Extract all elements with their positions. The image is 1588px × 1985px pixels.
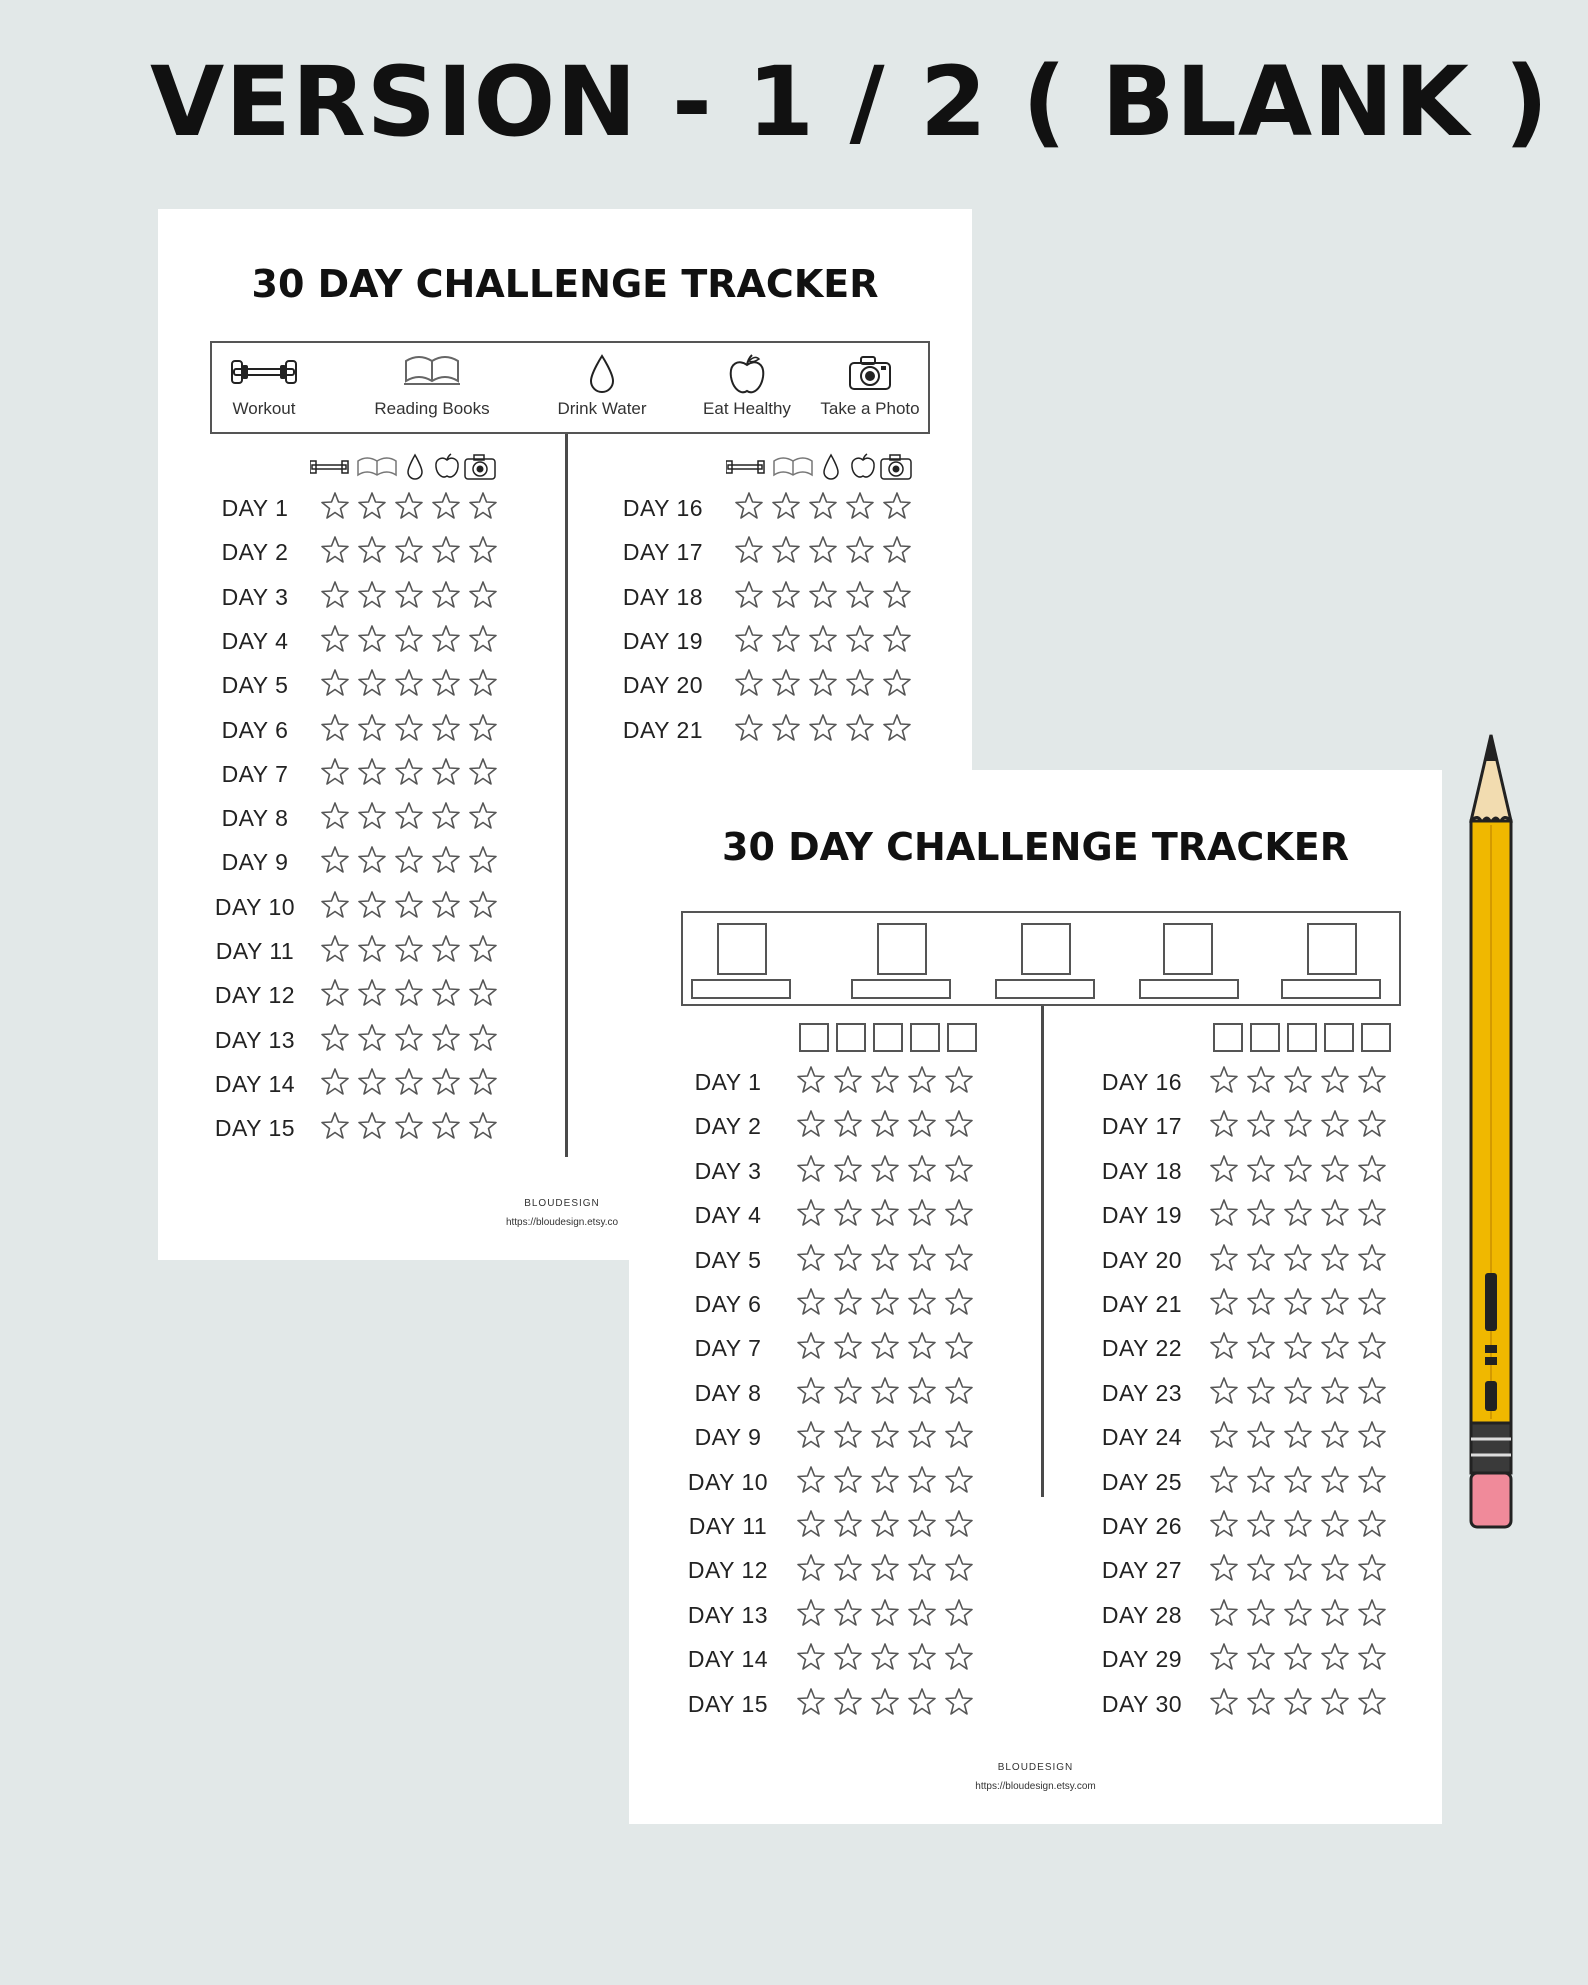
blank-habit-column-slot[interactable] xyxy=(1213,1023,1243,1052)
day-label: DAY 7 xyxy=(694,1335,762,1362)
star-checkbox[interactable] xyxy=(394,890,424,920)
day-row xyxy=(158,578,958,622)
star-checkbox[interactable] xyxy=(1357,1509,1387,1539)
open-book-icon xyxy=(402,353,462,389)
day-row xyxy=(629,1241,1429,1285)
star-checkbox[interactable] xyxy=(771,491,801,521)
day-label: DAY 26 xyxy=(1101,1513,1183,1539)
legend-reading-books: Reading Books xyxy=(352,343,512,432)
blank-habit-column-slot[interactable] xyxy=(799,1023,829,1052)
day-label: DAY 16 xyxy=(622,495,704,521)
star-checkbox[interactable] xyxy=(320,890,350,920)
star-checkbox[interactable] xyxy=(1283,1243,1313,1273)
legend-take-photo: Take a Photo xyxy=(812,343,928,432)
star-checkbox[interactable] xyxy=(845,668,875,698)
day-row xyxy=(158,533,958,577)
star-checkbox[interactable] xyxy=(431,978,461,1008)
blank-habit-column-slot[interactable] xyxy=(910,1023,940,1052)
blank-icon-slot-1[interactable] xyxy=(717,923,767,975)
day-label: DAY 19 xyxy=(1101,1202,1183,1229)
star-checkbox[interactable] xyxy=(431,801,461,831)
star-checkbox[interactable] xyxy=(357,890,387,920)
star-checkbox[interactable] xyxy=(431,890,461,920)
star-checkbox[interactable] xyxy=(468,1023,498,1053)
star-checkbox[interactable] xyxy=(1320,1243,1350,1273)
day-label: DAY 11 xyxy=(688,1513,768,1539)
blank-habit-column-slot[interactable] xyxy=(1361,1023,1391,1052)
day-label: DAY 28 xyxy=(1101,1601,1183,1628)
star-checkbox[interactable] xyxy=(734,491,764,521)
star-checkbox[interactable] xyxy=(882,580,912,610)
star-checkbox[interactable] xyxy=(1357,1154,1387,1184)
star-checkbox[interactable] xyxy=(734,535,764,565)
day-label: DAY 7 xyxy=(221,760,289,787)
headline: VERSION - 1 / 2 ( BLANK ) xyxy=(150,46,1550,158)
star-checkbox[interactable] xyxy=(1209,1198,1239,1228)
pencil-eraser xyxy=(1471,1473,1511,1527)
star-checkbox[interactable] xyxy=(394,934,424,964)
star-checkbox[interactable] xyxy=(882,535,912,565)
habit-icons-row xyxy=(310,449,500,483)
star-checkbox[interactable] xyxy=(1209,1687,1239,1717)
star-checkbox[interactable] xyxy=(1246,1065,1276,1095)
star-checkbox[interactable] xyxy=(734,580,764,610)
star-checkbox[interactable] xyxy=(394,1067,424,1097)
blank-habit-column-slot[interactable] xyxy=(1324,1023,1354,1052)
star-checkbox[interactable] xyxy=(1320,1331,1350,1361)
blank-habit-column-slot[interactable] xyxy=(836,1023,866,1052)
star-checkbox[interactable] xyxy=(882,713,912,743)
day-label: DAY 9 xyxy=(221,849,289,876)
star-checkbox[interactable] xyxy=(1283,1376,1313,1406)
star-checkbox[interactable] xyxy=(1320,1465,1350,1495)
day-label: DAY 4 xyxy=(694,1202,762,1229)
water-drop-icon xyxy=(587,353,617,395)
blank-icon-slot-4[interactable] xyxy=(1163,923,1213,975)
blank-habit-column-slot[interactable] xyxy=(1250,1023,1280,1052)
blank-habit-column-slot[interactable] xyxy=(1287,1023,1317,1052)
star-checkbox[interactable] xyxy=(357,845,387,875)
star-checkbox[interactable] xyxy=(1209,1598,1239,1628)
star-checkbox[interactable] xyxy=(1209,1065,1239,1095)
blank-label-slot-2[interactable] xyxy=(851,979,951,999)
star-checkbox[interactable] xyxy=(468,1111,498,1141)
day-label: DAY 5 xyxy=(221,672,289,699)
footer-url: https://bloudesign.etsy.com xyxy=(975,1781,1096,1792)
star-checkbox[interactable] xyxy=(394,978,424,1008)
star-checkbox[interactable] xyxy=(845,491,875,521)
star-checkbox[interactable] xyxy=(1283,1287,1313,1317)
star-checkbox[interactable] xyxy=(320,845,350,875)
apple-icon xyxy=(852,454,874,477)
star-checkbox[interactable] xyxy=(845,713,875,743)
star-checkbox[interactable] xyxy=(808,491,838,521)
dumbbell-icon xyxy=(228,353,300,393)
camera-icon xyxy=(881,455,911,479)
star-checkbox[interactable] xyxy=(1246,1465,1276,1495)
star-checkbox[interactable] xyxy=(882,624,912,654)
day-label: DAY 10 xyxy=(214,893,296,920)
star-checkbox[interactable] xyxy=(468,934,498,964)
day-row xyxy=(629,1551,1429,1595)
star-checkbox[interactable] xyxy=(357,1023,387,1053)
day-label: DAY 1 xyxy=(221,495,289,521)
day-label: DAY 18 xyxy=(622,583,704,610)
star-checkbox[interactable] xyxy=(771,580,801,610)
star-checkbox[interactable] xyxy=(1209,1376,1239,1406)
day-row xyxy=(629,1107,1429,1151)
blank-icon-slot-5[interactable] xyxy=(1307,923,1357,975)
star-checkbox[interactable] xyxy=(1283,1065,1313,1095)
star-checkbox[interactable] xyxy=(1283,1331,1313,1361)
day-label: DAY 13 xyxy=(214,1026,296,1053)
blank-icon-slot-3[interactable] xyxy=(1021,923,1071,975)
star-checkbox[interactable] xyxy=(808,580,838,610)
star-checkbox[interactable] xyxy=(357,1067,387,1097)
star-checkbox[interactable] xyxy=(468,1067,498,1097)
footer-url: https://bloudesign.etsy.co xyxy=(505,1217,619,1228)
star-checkbox[interactable] xyxy=(734,713,764,743)
day-label: DAY 20 xyxy=(622,672,704,699)
habit-legend xyxy=(210,341,930,434)
day-label: DAY 2 xyxy=(221,539,289,566)
day-row xyxy=(629,1329,1429,1373)
star-checkbox[interactable] xyxy=(1209,1109,1239,1139)
day-row xyxy=(629,1685,1429,1729)
water-drop-icon xyxy=(408,455,422,479)
day-label: DAY 5 xyxy=(694,1246,762,1273)
day-row xyxy=(629,1374,1429,1418)
star-checkbox[interactable] xyxy=(320,1111,350,1141)
star-checkbox[interactable] xyxy=(1357,1243,1387,1273)
day-label: DAY 12 xyxy=(687,1557,769,1584)
star-checkbox[interactable] xyxy=(1246,1509,1276,1539)
star-checkbox[interactable] xyxy=(431,1111,461,1141)
day-row xyxy=(629,1063,1429,1107)
day-label: DAY 2 xyxy=(694,1113,762,1140)
star-checkbox[interactable] xyxy=(1357,1198,1387,1228)
star-checkbox[interactable] xyxy=(468,890,498,920)
day-label: DAY 6 xyxy=(221,716,289,743)
day-label: DAY 15 xyxy=(214,1115,296,1142)
day-row xyxy=(629,1596,1429,1640)
star-checkbox[interactable] xyxy=(1246,1198,1276,1228)
star-checkbox[interactable] xyxy=(357,757,387,787)
day-label: DAY 17 xyxy=(622,539,704,566)
star-checkbox[interactable] xyxy=(1246,1553,1276,1583)
star-checkbox[interactable] xyxy=(1246,1598,1276,1628)
star-checkbox[interactable] xyxy=(882,491,912,521)
star-checkbox[interactable] xyxy=(1320,1642,1350,1672)
day-label: DAY 3 xyxy=(221,583,289,610)
star-checkbox[interactable] xyxy=(1320,1065,1350,1095)
star-checkbox[interactable] xyxy=(468,845,498,875)
day-label: DAY 30 xyxy=(1101,1690,1183,1717)
sheet-title: 30 DAY CHALLENGE TRACKER xyxy=(251,262,879,306)
star-checkbox[interactable] xyxy=(394,801,424,831)
star-checkbox[interactable] xyxy=(1209,1420,1239,1450)
habit-icons-row xyxy=(726,449,916,483)
pencil-brand-mark xyxy=(1485,1273,1497,1331)
blank-habit-column-slot[interactable] xyxy=(947,1023,977,1052)
day-row xyxy=(629,1285,1429,1329)
blank-label-slot-3[interactable] xyxy=(995,979,1095,999)
star-checkbox[interactable] xyxy=(1320,1109,1350,1139)
star-checkbox[interactable] xyxy=(1283,1598,1313,1628)
star-checkbox[interactable] xyxy=(1283,1109,1313,1139)
star-checkbox[interactable] xyxy=(1283,1154,1313,1184)
apple-icon xyxy=(436,454,458,477)
star-checkbox[interactable] xyxy=(1209,1465,1239,1495)
day-label: DAY 20 xyxy=(1101,1246,1183,1273)
day-label: DAY 8 xyxy=(694,1379,762,1406)
star-checkbox[interactable] xyxy=(1246,1420,1276,1450)
day-label: DAY 14 xyxy=(214,1070,296,1097)
star-checkbox[interactable] xyxy=(1320,1598,1350,1628)
star-checkbox[interactable] xyxy=(1357,1287,1387,1317)
star-checkbox[interactable] xyxy=(845,535,875,565)
star-checkbox[interactable] xyxy=(468,801,498,831)
star-checkbox[interactable] xyxy=(771,713,801,743)
star-checkbox[interactable] xyxy=(1320,1154,1350,1184)
column-icons-right xyxy=(726,449,916,487)
star-checkbox[interactable] xyxy=(771,535,801,565)
star-checkbox[interactable] xyxy=(1209,1642,1239,1672)
star-checkbox[interactable] xyxy=(882,668,912,698)
blank-habit-legend xyxy=(681,911,1401,1006)
day-label: DAY 24 xyxy=(1101,1424,1183,1451)
day-label: DAY 9 xyxy=(694,1424,762,1451)
legend-eat-healthy: Eat Healthy xyxy=(682,343,812,432)
star-checkbox[interactable] xyxy=(808,713,838,743)
star-checkbox[interactable] xyxy=(320,934,350,964)
footer-brand: BLOUDESIGN xyxy=(997,1762,1074,1773)
day-label: DAY 22 xyxy=(1101,1335,1183,1362)
day-label: DAY 15 xyxy=(687,1690,769,1717)
star-checkbox[interactable] xyxy=(1246,1109,1276,1139)
day-label: DAY 17 xyxy=(1101,1113,1183,1140)
star-checkbox[interactable] xyxy=(320,757,350,787)
star-checkbox[interactable] xyxy=(1283,1465,1313,1495)
star-checkbox[interactable] xyxy=(1246,1687,1276,1717)
star-checkbox[interactable] xyxy=(357,934,387,964)
star-checkbox[interactable] xyxy=(357,801,387,831)
legend-drink-water: Drink Water xyxy=(532,343,672,432)
apple-icon xyxy=(725,353,769,397)
star-checkbox[interactable] xyxy=(1209,1154,1239,1184)
day-label: DAY 27 xyxy=(1101,1557,1183,1584)
blank-label-slot-1[interactable] xyxy=(691,979,791,999)
star-checkbox[interactable] xyxy=(1357,1065,1387,1095)
star-checkbox[interactable] xyxy=(320,1067,350,1097)
star-checkbox[interactable] xyxy=(1320,1198,1350,1228)
day-row xyxy=(629,1152,1429,1196)
star-checkbox[interactable] xyxy=(468,978,498,1008)
day-label: DAY 23 xyxy=(1101,1379,1183,1406)
star-checkbox[interactable] xyxy=(1283,1420,1313,1450)
star-checkbox[interactable] xyxy=(1246,1331,1276,1361)
day-label: DAY 13 xyxy=(687,1601,769,1628)
star-checkbox[interactable] xyxy=(431,845,461,875)
star-checkbox[interactable] xyxy=(1320,1287,1350,1317)
star-checkbox[interactable] xyxy=(1357,1642,1387,1672)
day-label: DAY 29 xyxy=(1101,1646,1183,1673)
star-checkbox[interactable] xyxy=(1283,1509,1313,1539)
star-checkbox[interactable] xyxy=(357,1111,387,1141)
blank-label-slot-4[interactable] xyxy=(1139,979,1239,999)
open-book-icon xyxy=(774,458,812,475)
star-checkbox[interactable] xyxy=(1246,1376,1276,1406)
star-checkbox[interactable] xyxy=(1209,1287,1239,1317)
blank-label-slot-5[interactable] xyxy=(1281,979,1381,999)
sheet-title: 30 DAY CHALLENGE TRACKER xyxy=(722,825,1349,869)
star-checkbox[interactable] xyxy=(1209,1553,1239,1583)
star-checkbox[interactable] xyxy=(734,668,764,698)
star-checkbox[interactable] xyxy=(771,668,801,698)
star-checkbox[interactable] xyxy=(1357,1598,1387,1628)
star-checkbox[interactable] xyxy=(808,535,838,565)
star-checkbox[interactable] xyxy=(1357,1687,1387,1717)
star-checkbox[interactable] xyxy=(1320,1420,1350,1450)
day-row xyxy=(158,489,958,533)
star-checkbox[interactable] xyxy=(1246,1154,1276,1184)
day-label: DAY 1 xyxy=(694,1069,762,1095)
star-checkbox[interactable] xyxy=(1283,1553,1313,1583)
star-checkbox[interactable] xyxy=(734,624,764,654)
day-label: DAY 3 xyxy=(694,1157,762,1184)
day-row xyxy=(629,1640,1429,1684)
star-checkbox[interactable] xyxy=(1246,1642,1276,1672)
open-book-icon xyxy=(358,458,396,475)
day-row xyxy=(158,622,958,666)
star-checkbox[interactable] xyxy=(1357,1376,1387,1406)
star-checkbox[interactable] xyxy=(1209,1331,1239,1361)
day-row xyxy=(629,1507,1429,1551)
star-checkbox[interactable] xyxy=(320,801,350,831)
star-checkbox[interactable] xyxy=(1320,1376,1350,1406)
dumbbell-icon xyxy=(310,461,348,473)
star-checkbox[interactable] xyxy=(320,1023,350,1053)
tracker-sheet-blank xyxy=(629,770,1442,1824)
day-label: DAY 16 xyxy=(1101,1069,1183,1095)
star-checkbox[interactable] xyxy=(357,978,387,1008)
day-label: DAY 21 xyxy=(1101,1291,1183,1317)
star-checkbox[interactable] xyxy=(431,1023,461,1053)
star-checkbox[interactable] xyxy=(431,1067,461,1097)
blank-icon-slot-2[interactable] xyxy=(877,923,927,975)
day-label: DAY 19 xyxy=(622,627,704,654)
day-row xyxy=(629,1418,1429,1462)
blank-habit-column-slot[interactable] xyxy=(873,1023,903,1052)
star-checkbox[interactable] xyxy=(808,668,838,698)
star-checkbox[interactable] xyxy=(1283,1687,1313,1717)
star-checkbox[interactable] xyxy=(1209,1509,1239,1539)
camera-icon xyxy=(465,455,495,479)
day-row xyxy=(629,1463,1429,1507)
star-checkbox[interactable] xyxy=(394,845,424,875)
day-label: DAY 11 xyxy=(215,938,295,964)
day-label: DAY 8 xyxy=(221,805,289,832)
star-checkbox[interactable] xyxy=(1246,1243,1276,1273)
star-checkbox[interactable] xyxy=(1283,1642,1313,1672)
day-label: DAY 4 xyxy=(221,627,289,654)
day-label: DAY 10 xyxy=(687,1468,769,1495)
star-checkbox[interactable] xyxy=(320,978,350,1008)
legend-workout: Workout xyxy=(212,343,316,432)
star-checkbox[interactable] xyxy=(1320,1509,1350,1539)
star-checkbox[interactable] xyxy=(1357,1331,1387,1361)
day-label: DAY 12 xyxy=(214,982,296,1009)
camera-icon xyxy=(847,353,893,393)
star-checkbox[interactable] xyxy=(1320,1553,1350,1583)
day-label: DAY 21 xyxy=(622,716,704,743)
star-checkbox[interactable] xyxy=(1357,1553,1387,1583)
star-checkbox[interactable] xyxy=(845,624,875,654)
star-checkbox[interactable] xyxy=(1283,1198,1313,1228)
day-label: DAY 25 xyxy=(1101,1468,1183,1495)
star-checkbox[interactable] xyxy=(1320,1687,1350,1717)
dumbbell-icon xyxy=(726,461,764,473)
star-checkbox[interactable] xyxy=(845,580,875,610)
day-row xyxy=(629,1196,1429,1240)
star-checkbox[interactable] xyxy=(431,934,461,964)
star-checkbox[interactable] xyxy=(394,1023,424,1053)
day-label: DAY 18 xyxy=(1101,1157,1183,1184)
day-row xyxy=(158,666,958,710)
pencil-ferrule xyxy=(1471,1423,1511,1473)
star-checkbox[interactable] xyxy=(431,757,461,787)
footer-brand: BLOUDESIGN xyxy=(524,1198,600,1209)
star-checkbox[interactable] xyxy=(808,624,838,654)
star-checkbox[interactable] xyxy=(468,757,498,787)
star-checkbox[interactable] xyxy=(394,757,424,787)
star-checkbox[interactable] xyxy=(1357,1109,1387,1139)
day-label: DAY 14 xyxy=(687,1646,769,1673)
pencil-illustration xyxy=(1468,733,1514,1531)
star-checkbox[interactable] xyxy=(1357,1420,1387,1450)
day-label: DAY 6 xyxy=(694,1291,762,1317)
star-checkbox[interactable] xyxy=(1357,1465,1387,1495)
star-checkbox[interactable] xyxy=(771,624,801,654)
water-drop-icon xyxy=(824,455,838,479)
day-row xyxy=(158,711,958,755)
star-checkbox[interactable] xyxy=(394,1111,424,1141)
star-checkbox[interactable] xyxy=(1246,1287,1276,1317)
star-checkbox[interactable] xyxy=(1209,1243,1239,1273)
column-icons-left xyxy=(310,449,500,487)
